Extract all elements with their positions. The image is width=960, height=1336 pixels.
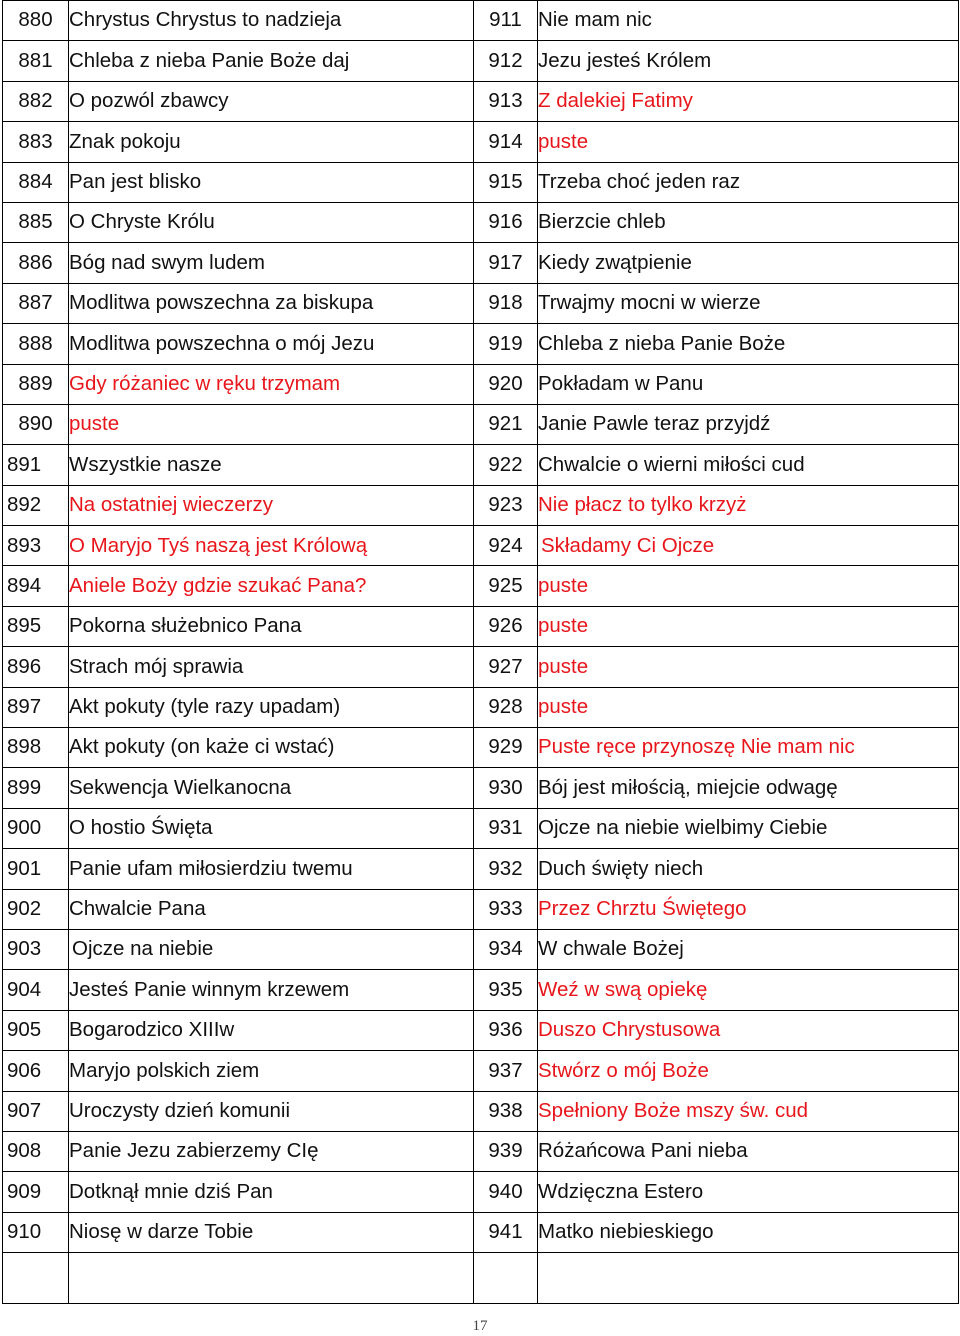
table-row: [3, 1051, 959, 1091]
table-row: [3, 687, 959, 727]
song-number-left: 910: [3, 1212, 69, 1252]
song-number-left: 886: [3, 243, 69, 283]
song-number-left: 896: [3, 647, 69, 687]
song-number-left: 908: [3, 1131, 69, 1171]
song-number-right: 930: [474, 768, 538, 808]
song-number-right: 925: [474, 566, 538, 606]
table-row: [3, 929, 959, 969]
song-title-left: Modlitwa powszechna o mój Jezu: [69, 324, 474, 364]
song-number-left: 901: [3, 849, 69, 889]
song-number-left: 885: [3, 202, 69, 242]
song-title-right: Janie Pawle teraz przyjdź: [538, 404, 959, 444]
song-title-left: Aniele Boży gdzie szukać Pana?: [69, 566, 474, 606]
table-row: [3, 243, 959, 283]
song-number-left: 891: [3, 445, 69, 485]
song-number-right: 924: [474, 526, 538, 566]
song-title-left: Maryjo polskich ziem: [69, 1051, 474, 1091]
song-number-right: 921: [474, 404, 538, 444]
song-title-right: Stwórz o mój Boże: [538, 1051, 959, 1091]
song-title-right: puste: [538, 566, 959, 606]
song-title-left: Chleba z nieba Panie Boże daj: [69, 41, 474, 81]
empty-cell: [69, 1253, 474, 1304]
song-title-left: O Chryste Królu: [69, 202, 474, 242]
table-row: [3, 122, 959, 162]
song-number-left: 902: [3, 889, 69, 929]
table-row: [3, 566, 959, 606]
song-title-left: Sekwencja Wielkanocna: [69, 768, 474, 808]
song-number-left: 880: [3, 1, 69, 41]
song-number-left: 890: [3, 404, 69, 444]
song-number-right: 941: [474, 1212, 538, 1252]
song-title-left: Na ostatniej wieczerzy: [69, 485, 474, 525]
song-number-left: 884: [3, 162, 69, 202]
song-title-right: Bierzcie chleb: [538, 202, 959, 242]
song-title-right: Chleba z nieba Panie Boże: [538, 324, 959, 364]
song-number-right: 934: [474, 929, 538, 969]
song-title-right: puste: [538, 687, 959, 727]
song-number-right: 927: [474, 647, 538, 687]
song-number-left: 905: [3, 1010, 69, 1050]
song-title-left: O pozwól zbawcy: [69, 81, 474, 121]
song-title-left: Gdy różaniec w ręku trzymam: [69, 364, 474, 404]
song-title-right: Duszo Chrystusowa: [538, 1010, 959, 1050]
song-title-left: Niosę w darze Tobie: [69, 1212, 474, 1252]
song-number-right: 922: [474, 445, 538, 485]
page-number: 17: [472, 1318, 488, 1334]
song-title-right: Chwalcie o wierni miłości cud: [538, 445, 959, 485]
song-number-left: 893: [3, 526, 69, 566]
song-number-right: 932: [474, 849, 538, 889]
table-row: [3, 728, 959, 768]
song-number-right: 923: [474, 485, 538, 525]
table-row: [3, 1, 959, 41]
song-title-right: Różańcowa Pani nieba: [538, 1131, 959, 1171]
table-row: [3, 606, 959, 646]
song-title-left: Bogarodzico XIIIw: [69, 1010, 474, 1050]
song-title-left: Strach mój sprawia: [69, 647, 474, 687]
table-row: [3, 202, 959, 242]
song-number-left: 900: [3, 808, 69, 848]
table-row: [3, 1172, 959, 1212]
song-index-table: [2, 0, 959, 1304]
song-number-left: 888: [3, 324, 69, 364]
song-title-right: Składamy Ci Ojcze: [538, 526, 959, 566]
song-title-right: Kiedy zwątpienie: [538, 243, 959, 283]
song-title-left: Akt pokuty (on każe ci wstać): [69, 728, 474, 768]
song-number-left: 887: [3, 283, 69, 323]
song-number-right: 919: [474, 324, 538, 364]
song-number-left: 894: [3, 566, 69, 606]
song-number-left: 889: [3, 364, 69, 404]
table-row: [3, 404, 959, 444]
table-row: [3, 81, 959, 121]
song-number-left: 903: [3, 929, 69, 969]
song-title-left: Akt pokuty (tyle razy upadam): [69, 687, 474, 727]
song-title-right: Nie mam nic: [538, 1, 959, 41]
table-row: [3, 768, 959, 808]
song-title-left: Znak pokoju: [69, 122, 474, 162]
song-title-left: Ojcze na niebie: [69, 929, 474, 969]
song-title-right: W chwale Bożej: [538, 929, 959, 969]
table-row: [3, 1131, 959, 1171]
song-number-left: 892: [3, 485, 69, 525]
song-title-left: Panie Jezu zabierzemy CIę: [69, 1131, 474, 1171]
song-title-right: Spełniony Boże mszy św. cud: [538, 1091, 959, 1131]
table-row: [3, 970, 959, 1010]
song-number-left: 904: [3, 970, 69, 1010]
song-title-right: Przez Chrztu Świętego: [538, 889, 959, 929]
table-row: [3, 445, 959, 485]
table-row: [3, 1010, 959, 1050]
song-number-right: 937: [474, 1051, 538, 1091]
song-number-right: 936: [474, 1010, 538, 1050]
table-row: [3, 485, 959, 525]
song-title-left: Pan jest blisko: [69, 162, 474, 202]
song-title-right: Jezu jesteś Królem: [538, 41, 959, 81]
song-title-right: puste: [538, 122, 959, 162]
song-title-right: Ojcze na niebie wielbimy Ciebie: [538, 808, 959, 848]
song-number-right: 918: [474, 283, 538, 323]
song-title-right: Bój jest miłością, miejcie odwagę: [538, 768, 959, 808]
song-number-right: 929: [474, 728, 538, 768]
song-title-left: Dotknął mnie dziś Pan: [69, 1172, 474, 1212]
song-title-left: Panie ufam miłosierdziu twemu: [69, 849, 474, 889]
empty-cell: [3, 1253, 69, 1304]
song-title-right: Trwajmy mocni w wierze: [538, 283, 959, 323]
song-number-left: 899: [3, 768, 69, 808]
table-row: [3, 364, 959, 404]
song-number-right: 917: [474, 243, 538, 283]
song-title-right: puste: [538, 606, 959, 646]
song-number-right: 940: [474, 1172, 538, 1212]
song-number-right: 914: [474, 122, 538, 162]
song-title-left: puste: [69, 404, 474, 444]
song-number-right: 916: [474, 202, 538, 242]
song-title-right: Pokładam w Panu: [538, 364, 959, 404]
song-title-left: Bóg nad swym ludem: [69, 243, 474, 283]
song-title-right: Z dalekiej Fatimy: [538, 81, 959, 121]
song-number-right: 926: [474, 606, 538, 646]
song-number-right: 920: [474, 364, 538, 404]
table-row: [3, 1091, 959, 1131]
song-number-left: 881: [3, 41, 69, 81]
song-title-left: Pokorna służebnico Pana: [69, 606, 474, 646]
table-row: [3, 889, 959, 929]
song-title-right: Matko niebieskiego: [538, 1212, 959, 1252]
song-number-left: 895: [3, 606, 69, 646]
song-number-right: 911: [474, 1, 538, 41]
song-number-left: 883: [3, 122, 69, 162]
table-row: [3, 1212, 959, 1252]
song-number-left: 882: [3, 81, 69, 121]
song-number-right: 912: [474, 41, 538, 81]
song-title-right: Weź w swą opiekę: [538, 970, 959, 1010]
song-title-right: Puste ręce przynoszę Nie mam nic: [538, 728, 959, 768]
table-row: [3, 283, 959, 323]
song-number-left: 909: [3, 1172, 69, 1212]
song-number-left: 907: [3, 1091, 69, 1131]
song-title-right: Duch święty niech: [538, 849, 959, 889]
song-title-left: O hostio Święta: [69, 808, 474, 848]
song-title-left: Chrystus Chrystus to nadzieja: [69, 1, 474, 41]
song-number-left: 898: [3, 728, 69, 768]
song-title-left: Modlitwa powszechna za biskupa: [69, 283, 474, 323]
song-number-right: 915: [474, 162, 538, 202]
song-number-right: 933: [474, 889, 538, 929]
song-number-right: 935: [474, 970, 538, 1010]
song-index-body: [3, 1, 959, 1304]
song-number-left: 897: [3, 687, 69, 727]
song-number-right: 939: [474, 1131, 538, 1171]
song-title-left: Jesteś Panie winnym krzewem: [69, 970, 474, 1010]
empty-cell: [474, 1253, 538, 1304]
song-title-left: Uroczysty dzień komunii: [69, 1091, 474, 1131]
empty-row: [3, 1253, 959, 1304]
table-row: [3, 647, 959, 687]
table-row: [3, 324, 959, 364]
table-row: [3, 808, 959, 848]
song-title-right: puste: [538, 647, 959, 687]
song-title-right: Wdzięczna Estero: [538, 1172, 959, 1212]
table-row: [3, 526, 959, 566]
song-title-left: Wszystkie nasze: [69, 445, 474, 485]
song-title-left: O Maryjo Tyś naszą jest Królową: [69, 526, 474, 566]
song-number-right: 938: [474, 1091, 538, 1131]
song-title-left: Chwalcie Pana: [69, 889, 474, 929]
song-number-right: 913: [474, 81, 538, 121]
song-number-right: 931: [474, 808, 538, 848]
song-number-left: 906: [3, 1051, 69, 1091]
table-row: [3, 41, 959, 81]
song-number-right: 928: [474, 687, 538, 727]
song-title-right: Trzeba choć jeden raz: [538, 162, 959, 202]
song-title-right: Nie płacz to tylko krzyż: [538, 485, 959, 525]
table-row: [3, 849, 959, 889]
empty-cell: [538, 1253, 959, 1304]
table-row: [3, 162, 959, 202]
